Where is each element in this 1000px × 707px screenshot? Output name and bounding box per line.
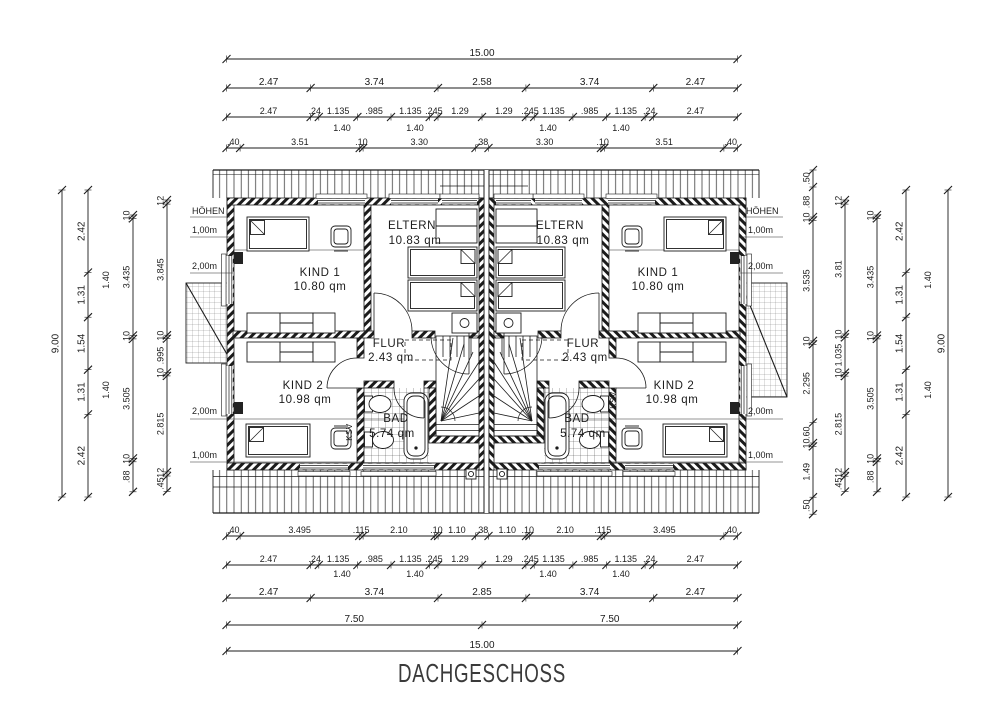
- dim-value: 1.135: [542, 554, 565, 564]
- dim-chain-t4: [223, 137, 742, 152]
- dim-value: .985: [580, 554, 599, 564]
- dim-value: .10: [801, 438, 812, 451]
- dim-value: .12: [155, 195, 166, 209]
- dim-value: .995: [155, 346, 166, 365]
- dim-value: .10: [801, 212, 812, 225]
- height-1m-top-right: 1,00m: [748, 225, 774, 235]
- dim-value: .40: [227, 137, 240, 147]
- window-width-label: 1.40: [923, 381, 933, 399]
- dim-value: .10: [865, 453, 876, 467]
- dim-value: 7.50: [600, 614, 620, 625]
- dim-value: .10: [801, 336, 812, 349]
- dim-value: .10: [155, 367, 166, 381]
- room-label-kind2-left: KIND 2: [282, 380, 324, 392]
- dim-chain-t2: [223, 77, 742, 92]
- dim-value: 1.29: [451, 106, 469, 116]
- dim-value: 3.74: [579, 587, 600, 598]
- dim-value: .10: [833, 329, 844, 342]
- dim-value: 3.81: [833, 260, 844, 278]
- dim-value: .12: [155, 467, 166, 481]
- dim-value: .60: [801, 426, 812, 440]
- dim-value: 3.74: [364, 77, 385, 88]
- dim-value: .245: [425, 106, 443, 116]
- dim-value: 2.47: [258, 77, 279, 88]
- dim-value: 2.85: [472, 587, 492, 598]
- dim-value: 2.47: [685, 77, 706, 88]
- dim-value: .985: [365, 106, 383, 116]
- height-1m-bottom-left: 1,00m: [192, 450, 218, 460]
- hoehen-heading-left: HÖHEN: [192, 206, 225, 216]
- wall-shaft-upper: [234, 252, 243, 264]
- dim-chain-b1: [223, 525, 742, 540]
- dim-value: .245: [425, 554, 443, 564]
- dim-value: 3.845: [155, 258, 166, 281]
- dim-chain-t3: [223, 106, 742, 121]
- dim-value: 3.505: [121, 387, 132, 410]
- height-2m-bottom-left: 2,00m: [192, 406, 218, 416]
- dim-value: 2.58: [472, 77, 492, 88]
- dim-value: 2.815: [833, 412, 844, 436]
- window-width-label: 1.40: [612, 569, 630, 579]
- dim-value: 1.49: [801, 463, 812, 481]
- dim-chain-b5: [223, 640, 742, 655]
- dim-chain-l1: [51, 186, 67, 501]
- shaft-label-left: KSV: [345, 423, 354, 441]
- dim-value: 1.31: [894, 285, 906, 305]
- room-label-kind1-left: KIND 1: [299, 267, 341, 279]
- dim-value: .10: [833, 368, 844, 381]
- dim-value: .245: [521, 106, 539, 116]
- room-area-kind2-left: 10.98 qm: [278, 394, 332, 406]
- dim-value: 1.31: [76, 285, 88, 305]
- dim-value: 1.29: [495, 554, 513, 564]
- dim-value: 1.135: [614, 554, 638, 564]
- dim-value: 3.505: [865, 387, 876, 410]
- dim-value: 3.535: [801, 269, 812, 292]
- dim-value: 3.495: [288, 525, 311, 535]
- dim-value: 1.31: [894, 382, 906, 402]
- dim-chain-r6: [937, 186, 953, 501]
- room-area-eltern-right: 10.83 qm: [536, 235, 590, 247]
- dim-chain-l4: [122, 210, 138, 495]
- dim-value: 1.54: [76, 333, 88, 354]
- dim-chain-t1: [223, 48, 742, 63]
- window-west-lower: [222, 364, 233, 416]
- dim-value: .88: [865, 470, 876, 484]
- dim-value: .24: [308, 554, 321, 564]
- room-area-kind1-right: 10.80 qm: [631, 281, 685, 293]
- dim-value: 3.435: [121, 265, 132, 289]
- dim-value: 1.135: [399, 554, 422, 564]
- dim-value: .45: [833, 477, 844, 491]
- dim-value: 1.035: [833, 343, 844, 367]
- dim-value: .24: [308, 106, 321, 116]
- room-area-bad-right: 5.74 qm: [560, 428, 606, 440]
- window-width-label: 1.40: [333, 123, 351, 133]
- dim-value: 2.47: [686, 554, 705, 564]
- unit-right-geometry: [489, 194, 783, 479]
- dim-value: 2.10: [390, 525, 408, 535]
- dim-value: .38: [475, 137, 489, 147]
- dim-value: 1.31: [76, 382, 88, 402]
- dim-value: .245: [521, 554, 539, 564]
- window-width-label: 1.40: [612, 123, 630, 133]
- dim-value: .10: [121, 330, 132, 344]
- dim-chain-r4: [895, 186, 911, 501]
- height-1m-top-left: 1,00m: [192, 225, 218, 235]
- dim-chain-l2: [77, 186, 93, 501]
- dim-value: 1.10: [448, 525, 466, 535]
- dim-value: 9.00: [50, 333, 62, 354]
- dim-value: 3.51: [291, 137, 309, 147]
- dim-chain-b2: [223, 554, 742, 569]
- dim-value: .38: [475, 525, 489, 535]
- dim-value: .115: [352, 525, 370, 535]
- windows-north: [316, 194, 479, 204]
- dim-value: .12: [833, 195, 844, 209]
- dim-value: 3.51: [655, 137, 673, 147]
- dim-value: 2.42: [894, 221, 906, 241]
- dim-value: 2.47: [259, 554, 278, 564]
- dim-value: 1.29: [495, 106, 513, 116]
- drawing-title: DACHGESCHOSS: [398, 658, 566, 688]
- dim-value: 2.42: [894, 445, 906, 466]
- dim-value: .115: [594, 525, 612, 535]
- window-west-upper: [222, 254, 233, 306]
- dim-value: 2.47: [686, 106, 705, 116]
- room-label-eltern-right: ELTERN: [535, 220, 585, 232]
- height-2m-top-left: 2,00m: [192, 261, 218, 271]
- room-area-flur-left: 2.43 qm: [368, 352, 414, 364]
- dim-value: 7.50: [344, 614, 364, 625]
- dim-value: 1.135: [614, 106, 638, 116]
- dim-value: 1.135: [326, 554, 350, 564]
- dim-value: 2.47: [685, 587, 706, 598]
- dim-value: 2.295: [801, 372, 812, 395]
- dim-value: .985: [580, 106, 599, 116]
- dim-value: .40: [724, 137, 737, 147]
- dim-value: 3.74: [364, 587, 385, 598]
- dim-value: 1.10: [498, 525, 517, 535]
- dim-value: 1.135: [399, 106, 422, 116]
- room-label-flur-left: FLUR: [372, 338, 406, 350]
- window-width-label: 1.40: [406, 123, 424, 133]
- dim-value: .985: [365, 554, 383, 564]
- dim-value: 3.74: [579, 77, 600, 88]
- dim-value: 2.815: [155, 412, 166, 436]
- washbasin: [369, 396, 391, 413]
- dim-value: .10: [521, 525, 534, 535]
- dim-chain-b4: [223, 614, 742, 629]
- wall-shaft-lower: [234, 402, 243, 414]
- dim-value: 1.135: [326, 106, 350, 116]
- dim-value: 15.00: [469, 640, 495, 651]
- dim-value: .88: [121, 470, 132, 484]
- window-width-label: 1.40: [406, 569, 424, 579]
- dim-value: 2.47: [259, 106, 278, 116]
- dim-value: 2.42: [76, 445, 88, 466]
- room-area-kind1-left: 10.80 qm: [293, 281, 347, 293]
- dim-value: 1.135: [542, 106, 565, 116]
- porch-post: [466, 469, 476, 479]
- dim-chain-r3: [866, 210, 882, 495]
- dim-value: .10: [596, 137, 609, 147]
- height-2m-top-right: 2,00m: [748, 261, 774, 271]
- dim-value: 3.30: [410, 137, 429, 147]
- window-width-label: 1.40: [923, 271, 933, 289]
- dim-value: .50: [801, 172, 812, 185]
- dim-value: .45: [155, 477, 166, 490]
- dim-value: .10: [121, 210, 132, 223]
- dim-chain-r1: [802, 166, 818, 518]
- room-label-bad-left: BAD: [383, 413, 409, 425]
- room-area-kind2-right: 10.98 qm: [645, 394, 699, 406]
- window-width-label: 1.40: [333, 569, 351, 579]
- window-width-label: 1.40: [101, 381, 111, 399]
- room-label-kind1-right: KIND 1: [637, 267, 679, 279]
- dim-value: 2.42: [76, 221, 88, 241]
- dim-value: 9.00: [936, 333, 948, 354]
- room-label-bad-right: BAD: [564, 413, 590, 425]
- dim-value: 2.10: [556, 525, 574, 535]
- dim-value: .40: [724, 525, 737, 535]
- dim-value: 3.30: [535, 137, 554, 147]
- window-width-label: 1.40: [101, 271, 111, 289]
- dim-value: .88: [801, 195, 812, 209]
- hoehen-heading-right: HÖHEN: [746, 206, 779, 216]
- dim-value: .50: [801, 499, 812, 512]
- shaft-label-right: KSV: [609, 391, 618, 409]
- dim-chain-r2: [834, 196, 850, 496]
- window-width-label: 1.40: [539, 569, 557, 579]
- height-2m-bottom-right: 2,00m: [748, 406, 774, 416]
- dim-value: .12: [833, 467, 844, 481]
- window-width-label: 1.40: [539, 123, 557, 133]
- dim-value: .10: [355, 137, 368, 147]
- dim-chain-b3: [223, 587, 742, 602]
- room-label-flur-right: FLUR: [566, 338, 600, 350]
- dim-value: 3.435: [865, 265, 876, 289]
- room-label-kind2-right: KIND 2: [653, 380, 695, 392]
- dim-value: 15.00: [469, 48, 495, 59]
- party-wall-gap: [484, 170, 489, 513]
- room-area-bad-left: 5.74 qm: [369, 428, 415, 440]
- dim-value: .10: [430, 525, 443, 535]
- dim-value: 2.47: [258, 587, 279, 598]
- dim-value: .10: [865, 330, 876, 344]
- room-area-flur-right: 2.43 qm: [562, 352, 608, 364]
- dim-value: .10: [121, 453, 132, 467]
- dim-value: 1.54: [894, 333, 906, 354]
- dim-value: 3.495: [653, 525, 676, 535]
- dim-chain-l5: [156, 196, 172, 496]
- dim-value: 1.29: [451, 554, 469, 564]
- dim-value: .40: [227, 525, 240, 535]
- dim-value: .10: [865, 210, 876, 223]
- dim-value: .24: [642, 554, 656, 564]
- dim-value: .24: [642, 106, 656, 116]
- room-area-eltern-left: 10.83 qm: [388, 235, 442, 247]
- room-label-eltern-left: ELTERN: [387, 220, 437, 232]
- dim-value: .10: [155, 330, 166, 344]
- height-1m-bottom-right: 1,00m: [748, 450, 774, 460]
